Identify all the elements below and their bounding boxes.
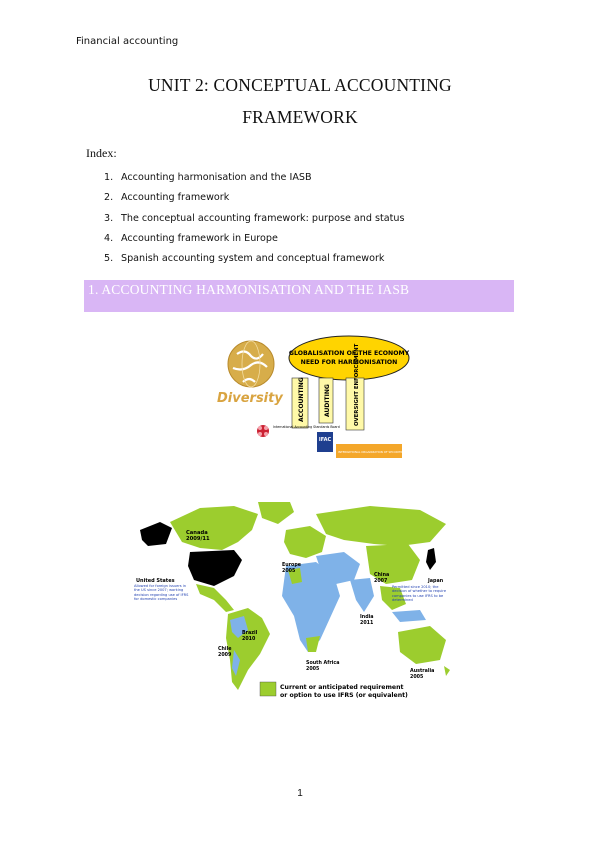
index-item <box>104 172 404 192</box>
label-australia: Australia <box>410 669 435 674</box>
ifac-label: IFAC <box>318 437 332 443</box>
index-item-number: 4. <box>104 232 114 244</box>
label-europe-year: 2005 <box>282 569 296 574</box>
label-india-year: 2011 <box>360 621 374 626</box>
section-heading: 1. ACCOUNTING HARMONISATION AND THE IASB <box>88 282 410 297</box>
index-item-text: Spanish accounting system and conceptual framework <box>121 253 385 265</box>
banner-line-1: GLOBALISATION OF THE ECONOMY <box>288 350 410 357</box>
label-europe: Europe <box>282 563 302 568</box>
globe-icon <box>228 341 274 387</box>
section-heading-bar <box>84 280 514 312</box>
index-item-number: 1. <box>104 172 114 183</box>
unit-title-line-2: FRAMEWORK <box>242 107 358 127</box>
label-canada-year: 2009/11 <box>186 536 210 542</box>
banner-ellipse <box>289 336 409 380</box>
label-brazil-year: 2010 <box>242 637 256 642</box>
index-item-text: Accounting framework <box>121 192 230 204</box>
index-item-number: 5. <box>104 253 114 265</box>
label-united-states: United States <box>136 578 175 584</box>
pillar-label-accounting: ACCOUNTING <box>298 377 305 422</box>
ifrs-world-map <box>130 500 452 708</box>
legend-swatch <box>260 682 276 696</box>
label-brazil: Brazil <box>242 631 258 636</box>
label-canada: Canada <box>186 530 208 536</box>
index-item-text: Accounting framework in Europe <box>121 232 278 244</box>
legend-line-2: or option to use IFRS (or equivalent) <box>280 692 408 699</box>
index-item-number: 2. <box>104 192 114 204</box>
index-item <box>104 233 404 253</box>
banner-line-2: NEED FOR HARMONISATION <box>300 359 398 366</box>
note-japan: Permitted since 2010; the decision of whether to require companies to use IFRS to be determined <box>392 585 447 602</box>
page-number: 1 <box>297 788 303 799</box>
index-item-text: Accounting harmonisation and the IASB <box>121 172 312 183</box>
unit-title-line-1: UNIT 2: CONCEPTUAL ACCOUNTING <box>148 75 452 95</box>
label-south-africa: South Africa <box>306 661 340 666</box>
label-chile-year: 2009 <box>218 653 232 658</box>
iosco-caption: INTERNATIONAL ORGANIZATION OF SECURITIES COMMISSIONS <box>338 450 427 454</box>
legend-line-1: Current or anticipated requirement <box>280 684 404 691</box>
harmonisation-diagram <box>215 322 427 470</box>
iasb-caption: International Accounting Standards Board <box>273 425 340 429</box>
globe-caption: Diversity <box>217 391 283 406</box>
label-south-africa-year: 2005 <box>306 667 320 672</box>
index-list <box>104 172 404 273</box>
index-label: Index: <box>86 146 117 160</box>
pillar-label-oversight: OVERSIGHT ENFORCEMENT <box>354 343 360 426</box>
label-australia-year: 2005 <box>410 675 424 680</box>
index-item <box>104 192 404 212</box>
label-china: China <box>374 573 390 578</box>
pillar-label-auditing: AUDITING <box>324 384 331 417</box>
index-item-text: The conceptual accounting framework: purpose and status <box>121 212 405 224</box>
index-item <box>104 213 404 233</box>
label-china-year: 2007 <box>374 579 388 584</box>
note-united-states: Allowed for foreign issuers in the US since 2007; working decision regarding use of IFRS for domestic companies <box>134 584 189 601</box>
running-header: Financial accounting <box>76 36 179 47</box>
label-chile: Chile <box>218 647 232 652</box>
label-japan: Japan <box>428 579 444 584</box>
iasb-logo-icon <box>257 425 269 437</box>
label-india: India <box>360 615 374 620</box>
index-item <box>104 253 404 273</box>
index-item-number: 3. <box>104 212 114 224</box>
